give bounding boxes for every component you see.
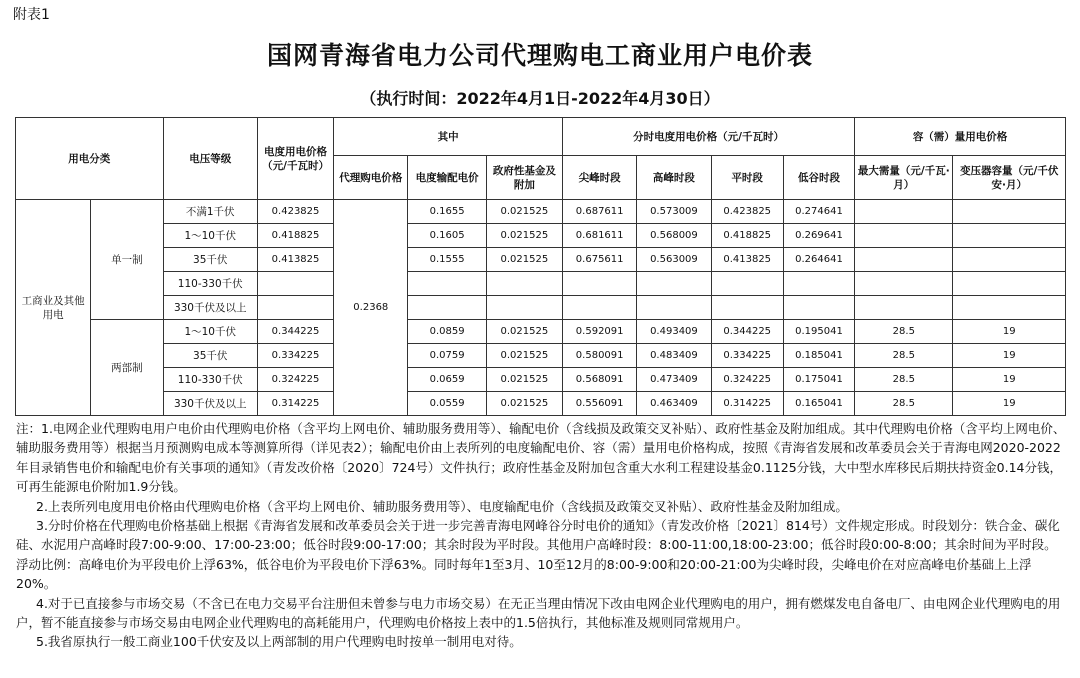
peak-cell: 0.563009	[637, 248, 711, 272]
fund-cell: 0.021525	[486, 248, 562, 272]
annex-label: 附表1	[13, 7, 50, 23]
transmission-cell: 0.0559	[408, 392, 486, 416]
fund-cell	[486, 272, 562, 296]
table-row	[16, 344, 1066, 368]
proxy-price-cell: 0.2368	[334, 200, 408, 416]
header-tou: 分时电度用电价格（元/千瓦时）	[563, 118, 855, 156]
demand-cell	[855, 272, 953, 296]
sharp-cell	[563, 296, 637, 320]
peak-cell: 0.473409	[637, 368, 711, 392]
demand-cell	[855, 296, 953, 320]
page-title: 国网青海省电力公司代理购电工商业用户电价表	[266, 41, 813, 70]
valley-cell: 0.185041	[783, 344, 854, 368]
table-row	[16, 200, 1066, 224]
header-category: 用电分类	[16, 118, 164, 200]
execution-period: （执行时间：2022年4月1日-2022年4月30日）	[360, 89, 720, 108]
transmission-cell: 0.0859	[408, 320, 486, 344]
note-5: 5.我省原执行一般工商业100千伏安及以上两部制的用户代理购电时按单一制用电对待。	[36, 634, 522, 650]
voltage-cell: 110-330千伏	[163, 272, 257, 296]
transmission-cell: 0.1555	[408, 248, 486, 272]
note-4: 4.对于已直接参与市场交易（不含已在电力交易平台注册但未曾参与电力市场交易）在无正当理由情况下改由电网企业代理购电的用户，拥有燃煤发电自备电厂、由电网企业代理购电的用户，暂不能直接参与市场交易由电网企业代理购电的高耗能用户，代理购电价格按上表中的1.5倍执行，其他标准及规则同常规用户。	[16, 595, 1061, 631]
notes-section	[16, 419, 1068, 652]
transformer-cell	[953, 272, 1066, 296]
sharp-cell	[563, 272, 637, 296]
fund-cell: 0.021525	[486, 224, 562, 248]
sharp-cell: 0.681611	[563, 224, 637, 248]
voltage-cell: 不满1千伏	[163, 200, 257, 224]
note-1: 注：1.电网企业代理购电用户电价由代理购电价格（含平均上网电价、辅助服务费用等）、输配电价（含线损及政策交叉补贴）、政府性基金及附加组成。其中代理购电价格（含平均上网电价、辅助服务费用等）根据当月预测购电成本等测算所得（详见表2）；输配电价由上表所列的电度输配电价、容（需）量用电价格构成，按照《青海省发展和改革委员会关于青海电网2020-2022年目录销售电价和输配电价有关事项的通知》（青发改价格〔2020〕724号）文件执行；政府性基金及附加包含重大水利工程建设基金0.1125分钱，大中型水库移民后期扶持资金0.14分钱，可再生能源电价附加1.9分钱。	[16, 421, 1066, 495]
header-peak: 高峰时段	[637, 156, 711, 200]
flat-cell: 0.324225	[711, 368, 783, 392]
sharp-cell: 0.568091	[563, 368, 637, 392]
demand-cell: 28.5	[855, 368, 953, 392]
fund-cell: 0.021525	[486, 200, 562, 224]
demand-cell	[855, 224, 953, 248]
header-peak-sharp: 尖峰时段	[563, 156, 637, 200]
note-2: 2.上表所列电度用电价格由代理购电价格（含平均上网电价、辅助服务费用等）、电度输配电价（含线损及政策交叉补贴）、政府性基金及附加组成。	[36, 498, 848, 514]
peak-cell	[637, 296, 711, 320]
note-3: 3.分时价格在代理购电价格基础上根据《青海省发展和改革委员会关于进一步完善青海电网峰谷分时电价的通知》（青发改价格〔2021〕814号）文件规定形成。时段划分：铁合金、碳化硅、水泥用户高峰时段7:00-9:00、17:00-23:00；低谷时段9:00-17:00；其余时段为平时段。其他用户高峰时段：8:00-11:00,18:00-23:00；低谷时段0:00-8:00；其余时间为平时段。浮动比例：高峰电价为平段电价上浮63%，低谷电价为平段电价下浮63%。同时每年1至3月、10至12月的8:00-9:00和20:00-21:00为尖峰时段，尖峰电价在对应高峰电价基础上上浮20%。	[16, 518, 1060, 592]
header-transformer: 变压器容量（元/千伏安·月）	[953, 156, 1066, 200]
valley-cell: 0.175041	[783, 368, 854, 392]
header-max-demand: 最大需量（元/千瓦·月）	[855, 156, 953, 200]
flat-cell: 0.334225	[711, 344, 783, 368]
transmission-cell: 0.1605	[408, 224, 486, 248]
transmission-cell	[408, 272, 486, 296]
flat-cell: 0.423825	[711, 200, 783, 224]
peak-cell: 0.463409	[637, 392, 711, 416]
header-row-1	[16, 118, 1066, 156]
transmission-cell	[408, 296, 486, 320]
transformer-cell	[953, 200, 1066, 224]
sharp-cell: 0.675611	[563, 248, 637, 272]
fund-cell: 0.021525	[486, 344, 562, 368]
demand-cell: 28.5	[855, 320, 953, 344]
valley-cell	[783, 296, 854, 320]
peak-cell: 0.483409	[637, 344, 711, 368]
energy-price-cell: 0.344225	[257, 320, 333, 344]
valley-cell: 0.195041	[783, 320, 854, 344]
group-name: 两部制	[91, 320, 163, 416]
demand-cell	[855, 200, 953, 224]
peak-cell	[637, 272, 711, 296]
transformer-cell: 19	[953, 368, 1066, 392]
energy-price-cell: 0.413825	[257, 248, 333, 272]
table-row	[16, 224, 1066, 248]
peak-cell: 0.573009	[637, 200, 711, 224]
demand-cell: 28.5	[855, 392, 953, 416]
voltage-cell: 35千伏	[163, 344, 257, 368]
flat-cell: 0.314225	[711, 392, 783, 416]
demand-cell	[855, 248, 953, 272]
header-energy-price: 电度用电价格（元/千瓦时）	[257, 118, 333, 200]
flat-cell: 0.413825	[711, 248, 783, 272]
voltage-cell: 1～10千伏	[163, 224, 257, 248]
demand-cell: 28.5	[855, 344, 953, 368]
valley-cell: 0.264641	[783, 248, 854, 272]
fund-cell: 0.021525	[486, 320, 562, 344]
table-row	[16, 296, 1066, 320]
valley-cell	[783, 272, 854, 296]
energy-price-cell	[257, 272, 333, 296]
energy-price-cell: 0.324225	[257, 368, 333, 392]
sharp-cell: 0.556091	[563, 392, 637, 416]
voltage-cell: 330千伏及以上	[163, 392, 257, 416]
table-row	[16, 320, 1066, 344]
table-row	[16, 392, 1066, 416]
energy-price-cell: 0.418825	[257, 224, 333, 248]
transformer-cell: 19	[953, 392, 1066, 416]
peak-cell: 0.568009	[637, 224, 711, 248]
valley-cell: 0.274641	[783, 200, 854, 224]
flat-cell	[711, 296, 783, 320]
energy-price-cell	[257, 296, 333, 320]
flat-cell: 0.344225	[711, 320, 783, 344]
valley-cell: 0.269641	[783, 224, 854, 248]
header-voltage: 电压等级	[163, 118, 257, 200]
header-of-which: 其中	[334, 118, 563, 156]
energy-price-cell: 0.423825	[257, 200, 333, 224]
transformer-cell: 19	[953, 344, 1066, 368]
table-row	[16, 248, 1066, 272]
sharp-cell: 0.687611	[563, 200, 637, 224]
flat-cell	[711, 272, 783, 296]
header-capacity: 容（需）量用电价格	[855, 118, 1066, 156]
sharp-cell: 0.592091	[563, 320, 637, 344]
transformer-cell	[953, 224, 1066, 248]
transformer-cell	[953, 248, 1066, 272]
table-row	[16, 272, 1066, 296]
fund-cell: 0.021525	[486, 392, 562, 416]
transmission-cell: 0.0759	[408, 344, 486, 368]
group-name: 单一制	[91, 200, 163, 320]
header-valley: 低谷时段	[783, 156, 854, 200]
energy-price-cell: 0.334225	[257, 344, 333, 368]
peak-cell: 0.493409	[637, 320, 711, 344]
fund-cell: 0.021525	[486, 368, 562, 392]
voltage-cell: 1～10千伏	[163, 320, 257, 344]
transmission-cell: 0.0659	[408, 368, 486, 392]
header-flat: 平时段	[711, 156, 783, 200]
price-table	[15, 117, 1066, 416]
category-cell: 工商业及其他用电	[16, 200, 91, 416]
transformer-cell	[953, 296, 1066, 320]
table-row	[16, 368, 1066, 392]
fund-cell	[486, 296, 562, 320]
transmission-cell: 0.1655	[408, 200, 486, 224]
sharp-cell: 0.580091	[563, 344, 637, 368]
valley-cell: 0.165041	[783, 392, 854, 416]
header-gov-fund: 政府性基金及附加	[486, 156, 562, 200]
energy-price-cell: 0.314225	[257, 392, 333, 416]
header-proxy-price: 代理购电价格	[334, 156, 408, 200]
voltage-cell: 110-330千伏	[163, 368, 257, 392]
voltage-cell: 35千伏	[163, 248, 257, 272]
transformer-cell: 19	[953, 320, 1066, 344]
header-transmission: 电度输配电价	[408, 156, 486, 200]
voltage-cell: 330千伏及以上	[163, 296, 257, 320]
flat-cell: 0.418825	[711, 224, 783, 248]
